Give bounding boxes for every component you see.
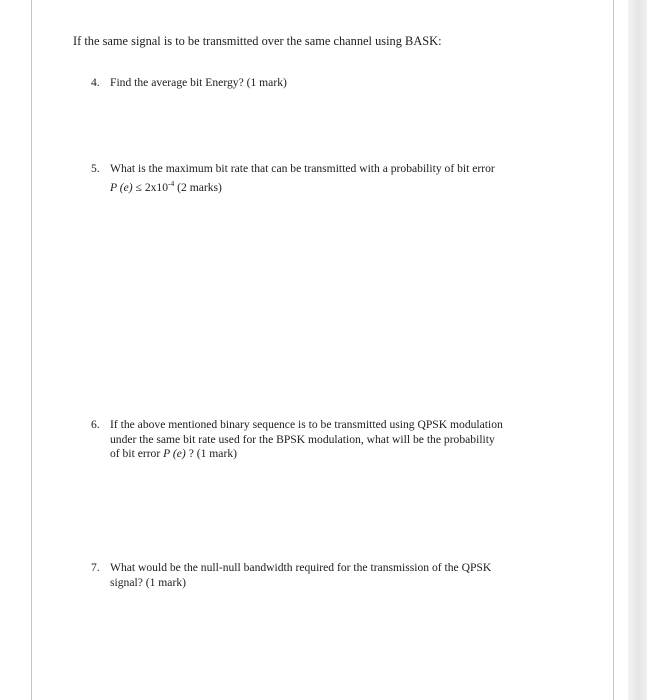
line-suffix: ? (1 mark) xyxy=(188,447,237,460)
probability-symbol: P (e) xyxy=(110,180,133,194)
question-number: 6. xyxy=(91,418,100,431)
marks-label: (2 marks) xyxy=(177,180,222,194)
question-text-line-1: What would be the null-null bandwidth required for the transmission of the QPSK xyxy=(110,561,492,574)
question-4 xyxy=(91,76,531,91)
question-7 xyxy=(91,561,531,590)
page-edge-shadow xyxy=(628,0,647,700)
page-left-border xyxy=(31,0,32,700)
question-text-line-3 xyxy=(110,447,531,462)
page-right-border xyxy=(613,0,614,700)
question-number: 5. xyxy=(91,162,100,175)
probability-symbol: P (e) xyxy=(163,447,186,460)
question-number: 4. xyxy=(91,76,100,89)
line-prefix: of bit error xyxy=(110,447,161,460)
question-6 xyxy=(91,418,531,462)
question-text-line-2: under the same bit rate used for the BPSK modulation, what will be the probability xyxy=(110,432,495,446)
question-text-line-1: If the above mentioned binary sequence is to be transmitted using QPSK modulation xyxy=(110,418,503,431)
question-5 xyxy=(91,162,531,195)
question-text-line-2: signal? (1 mark) xyxy=(110,575,186,589)
section-intro: If the same signal is to be transmitted over the same channel using BASK: xyxy=(73,34,442,48)
question-text-line-2 xyxy=(110,177,531,196)
leq-symbol: ≤ xyxy=(135,180,142,194)
question-text-line-1: What is the maximum bit rate that can be transmitted with a probability of bit error xyxy=(110,162,495,175)
question-number: 7. xyxy=(91,561,100,574)
question-text: Find the average bit Energy? (1 mark) xyxy=(110,76,287,89)
error-bound-exponent: -4 xyxy=(168,178,175,188)
error-bound-base: 2x10 xyxy=(144,180,169,194)
